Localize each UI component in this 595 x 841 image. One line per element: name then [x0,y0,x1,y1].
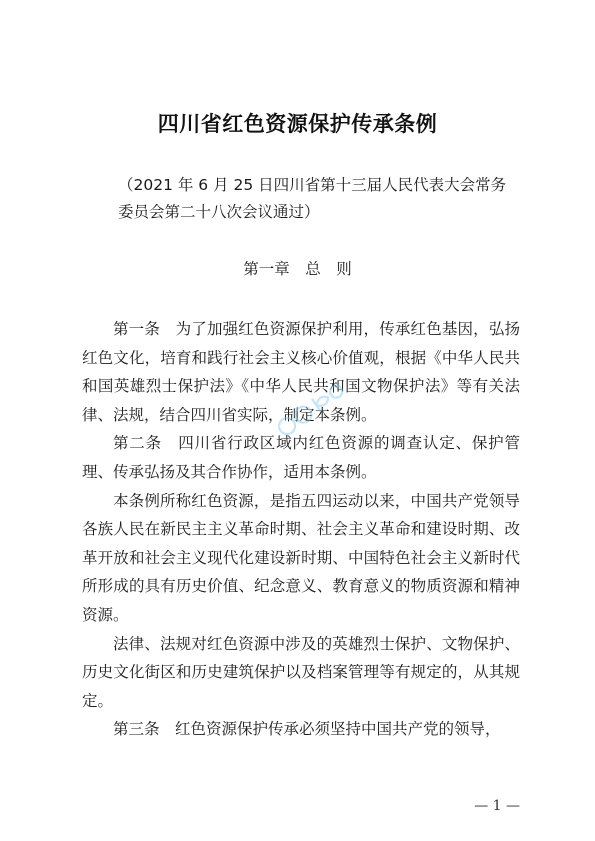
paragraph-article-2: 第二条 四川省行政区域内红色资源的调查认定、保护管理、传承弘扬及其合作协作，适用本条例。 [82,434,520,481]
paragraph-article-3: 第三条 红色资源保护传承必须坚持中国共产党的领导， [113,720,501,739]
document-body [82,315,520,744]
page-number: — 1 — [474,798,520,814]
paragraph-legal-exception: 法律、法规对红色资源中涉及的英雄烈士保护、文物保护、历史文化街区和历史建筑保护以及档案管理等有规定的，从其规定。 [82,634,520,710]
chapter-heading: 第一章 总 则 [243,260,352,278]
document-title: 四川省红色资源保护传承条例 [157,111,438,136]
paragraph-red-resources-definition: 本条例所称红色资源，是指五四运动以来，中国共产党领导各族人民在新民主主义革命时期、社会主义革命和建设时期、改革开放和社会主义现代化建设新时期、中国特色社会主义新时代所形成的具有历史价值、纪念意义、教育意义的物质资源和精神资源。 [82,491,520,624]
document-subtitle: （2021 年 6 月 25 日四川省第十三届人民代表大会常务委员会第二十八次会议通过） [118,176,507,221]
paragraph-article-1: 第一条 为了加强红色资源保护利用，传承红色基因，弘扬红色文化，培育和践行社会主义核心价值观，根据《中华人民共和国英雄烈士保护法》《中华人民共和国文物保护法》等有关法律、法规，结合四川省实际，制定本条例。 [82,320,520,424]
